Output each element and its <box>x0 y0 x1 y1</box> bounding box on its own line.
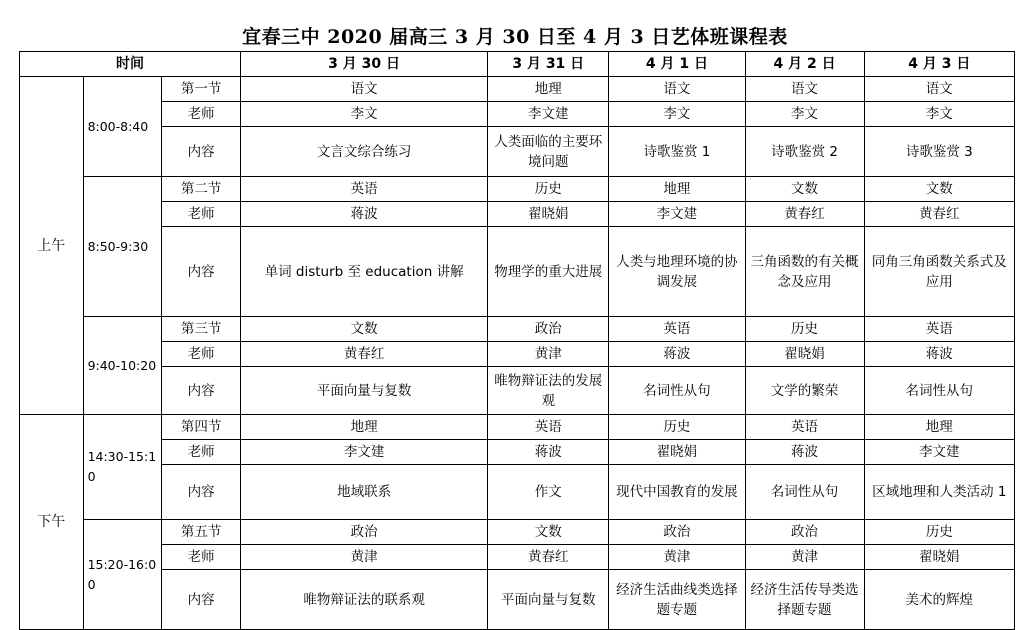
subject-cell: 地理 <box>241 415 488 440</box>
subject-cell: 英语 <box>609 317 745 342</box>
content-cell: 美术的辉煌 <box>864 570 1014 630</box>
teacher-cell: 黄津 <box>745 545 864 570</box>
half-day-label-pm: 下午 <box>20 415 84 630</box>
teacher-cell: 黄津 <box>488 342 609 367</box>
teacher-cell: 翟晓娟 <box>745 342 864 367</box>
subject-cell: 政治 <box>745 520 864 545</box>
teacher-cell: 蒋波 <box>745 440 864 465</box>
time-header: 时间 <box>20 52 241 77</box>
page-title: 宜春三中 2020 届高三 3 月 30 日至 4 月 3 日艺体班课程表 <box>242 26 788 48</box>
subject-row <box>20 317 1015 342</box>
content-cell: 三角函数的有关概念及应用 <box>745 227 864 317</box>
period-time: 8:00-8:40 <box>83 77 162 177</box>
teacher-cell: 翟晓娟 <box>864 545 1014 570</box>
teacher-label: 老师 <box>162 440 241 465</box>
teacher-cell: 黄津 <box>241 545 488 570</box>
teacher-row <box>20 545 1015 570</box>
content-label: 内容 <box>162 570 241 630</box>
content-row <box>20 227 1015 317</box>
subject-row <box>20 77 1015 102</box>
content-row <box>20 570 1015 630</box>
subject-cell: 地理 <box>609 177 745 202</box>
subject-cell: 文数 <box>488 520 609 545</box>
day-header: 4 月 3 日 <box>864 52 1014 77</box>
content-label: 内容 <box>162 465 241 520</box>
content-row <box>20 367 1015 415</box>
period-label: 第五节 <box>162 520 241 545</box>
content-row <box>20 465 1015 520</box>
content-cell: 文言文综合练习 <box>241 127 488 177</box>
content-cell: 诗歌鉴赏 2 <box>745 127 864 177</box>
subject-cell: 地理 <box>488 77 609 102</box>
content-cell: 诗歌鉴赏 3 <box>864 127 1014 177</box>
subject-cell: 地理 <box>864 415 1014 440</box>
teacher-label: 老师 <box>162 202 241 227</box>
period-label: 第二节 <box>162 177 241 202</box>
subject-cell: 英语 <box>488 415 609 440</box>
content-cell: 物理学的重大进展 <box>488 227 609 317</box>
subject-row <box>20 177 1015 202</box>
teacher-cell: 蒋波 <box>609 342 745 367</box>
content-cell: 诗歌鉴赏 1 <box>609 127 745 177</box>
subject-cell: 英语 <box>241 177 488 202</box>
day-header: 3 月 31 日 <box>488 52 609 77</box>
subject-cell: 语文 <box>609 77 745 102</box>
content-cell: 现代中国教育的发展 <box>609 465 745 520</box>
subject-cell: 历史 <box>609 415 745 440</box>
subject-cell: 语文 <box>241 77 488 102</box>
teacher-cell: 蒋波 <box>241 202 488 227</box>
teacher-cell: 蒋波 <box>864 342 1014 367</box>
teacher-row <box>20 102 1015 127</box>
subject-cell: 政治 <box>609 520 745 545</box>
content-cell: 同角三角函数关系式及应用 <box>864 227 1014 317</box>
content-label: 内容 <box>162 127 241 177</box>
content-cell: 地域联系 <box>241 465 488 520</box>
teacher-cell: 翟晓娟 <box>609 440 745 465</box>
subject-cell: 英语 <box>864 317 1014 342</box>
teacher-cell: 李文 <box>745 102 864 127</box>
teacher-cell: 黄津 <box>609 545 745 570</box>
content-cell: 名词性从句 <box>745 465 864 520</box>
content-cell: 经济生活曲线类选择题专题 <box>609 570 745 630</box>
subject-cell: 语文 <box>864 77 1014 102</box>
teacher-row <box>20 202 1015 227</box>
half-day-label-am: 上午 <box>20 77 84 415</box>
content-cell: 平面向量与复数 <box>241 367 488 415</box>
day-header: 4 月 2 日 <box>745 52 864 77</box>
teacher-label: 老师 <box>162 102 241 127</box>
content-cell: 人类与地理环境的协调发展 <box>609 227 745 317</box>
content-cell: 名词性从句 <box>864 367 1014 415</box>
teacher-label: 老师 <box>162 545 241 570</box>
teacher-cell: 黄春红 <box>241 342 488 367</box>
content-cell: 作文 <box>488 465 609 520</box>
teacher-cell: 黄春红 <box>745 202 864 227</box>
period-time: 9:40-10:20 <box>83 317 162 415</box>
subject-cell: 语文 <box>745 77 864 102</box>
teacher-label: 老师 <box>162 342 241 367</box>
teacher-row <box>20 342 1015 367</box>
content-cell: 唯物辩证法的联系观 <box>241 570 488 630</box>
teacher-cell: 李文 <box>609 102 745 127</box>
teacher-cell: 李文建 <box>864 440 1014 465</box>
content-row <box>20 127 1015 177</box>
teacher-cell: 翟晓娟 <box>488 202 609 227</box>
content-cell: 唯物辩证法的发展观 <box>488 367 609 415</box>
subject-cell: 文数 <box>745 177 864 202</box>
teacher-cell: 李文建 <box>488 102 609 127</box>
teacher-cell: 李文建 <box>609 202 745 227</box>
period-label: 第四节 <box>162 415 241 440</box>
subject-cell: 政治 <box>241 520 488 545</box>
content-label: 内容 <box>162 367 241 415</box>
subject-row <box>20 520 1015 545</box>
content-cell: 人类面临的主要环境问题 <box>488 127 609 177</box>
period-label: 第一节 <box>162 77 241 102</box>
period-time: 8:50-9:30 <box>83 177 162 317</box>
day-header: 3 月 30 日 <box>241 52 488 77</box>
teacher-cell: 黄春红 <box>488 545 609 570</box>
subject-cell: 政治 <box>488 317 609 342</box>
header-row <box>20 52 1015 77</box>
teacher-cell: 李文建 <box>241 440 488 465</box>
subject-cell: 文数 <box>864 177 1014 202</box>
content-cell: 平面向量与复数 <box>488 570 609 630</box>
content-cell: 文学的繁荣 <box>745 367 864 415</box>
subject-cell: 文数 <box>241 317 488 342</box>
subject-cell: 历史 <box>745 317 864 342</box>
day-header: 4 月 1 日 <box>609 52 745 77</box>
content-label: 内容 <box>162 227 241 317</box>
subject-cell: 历史 <box>864 520 1014 545</box>
period-time: 15:20-16:00 <box>83 520 162 630</box>
teacher-cell: 黄春红 <box>864 202 1014 227</box>
teacher-cell: 李文 <box>241 102 488 127</box>
teacher-row <box>20 440 1015 465</box>
content-cell: 名词性从句 <box>609 367 745 415</box>
content-cell: 单词 disturb 至 education 讲解 <box>241 227 488 317</box>
period-label: 第三节 <box>162 317 241 342</box>
teacher-cell: 李文 <box>864 102 1014 127</box>
subject-cell: 英语 <box>745 415 864 440</box>
subject-cell: 历史 <box>488 177 609 202</box>
subject-row <box>20 415 1015 440</box>
period-time: 14:30-15:10 <box>83 415 162 520</box>
content-cell: 区域地理和人类活动 1 <box>864 465 1014 520</box>
content-cell: 经济生活传导类选择题专题 <box>745 570 864 630</box>
teacher-cell: 蒋波 <box>488 440 609 465</box>
schedule-table <box>19 51 1015 630</box>
